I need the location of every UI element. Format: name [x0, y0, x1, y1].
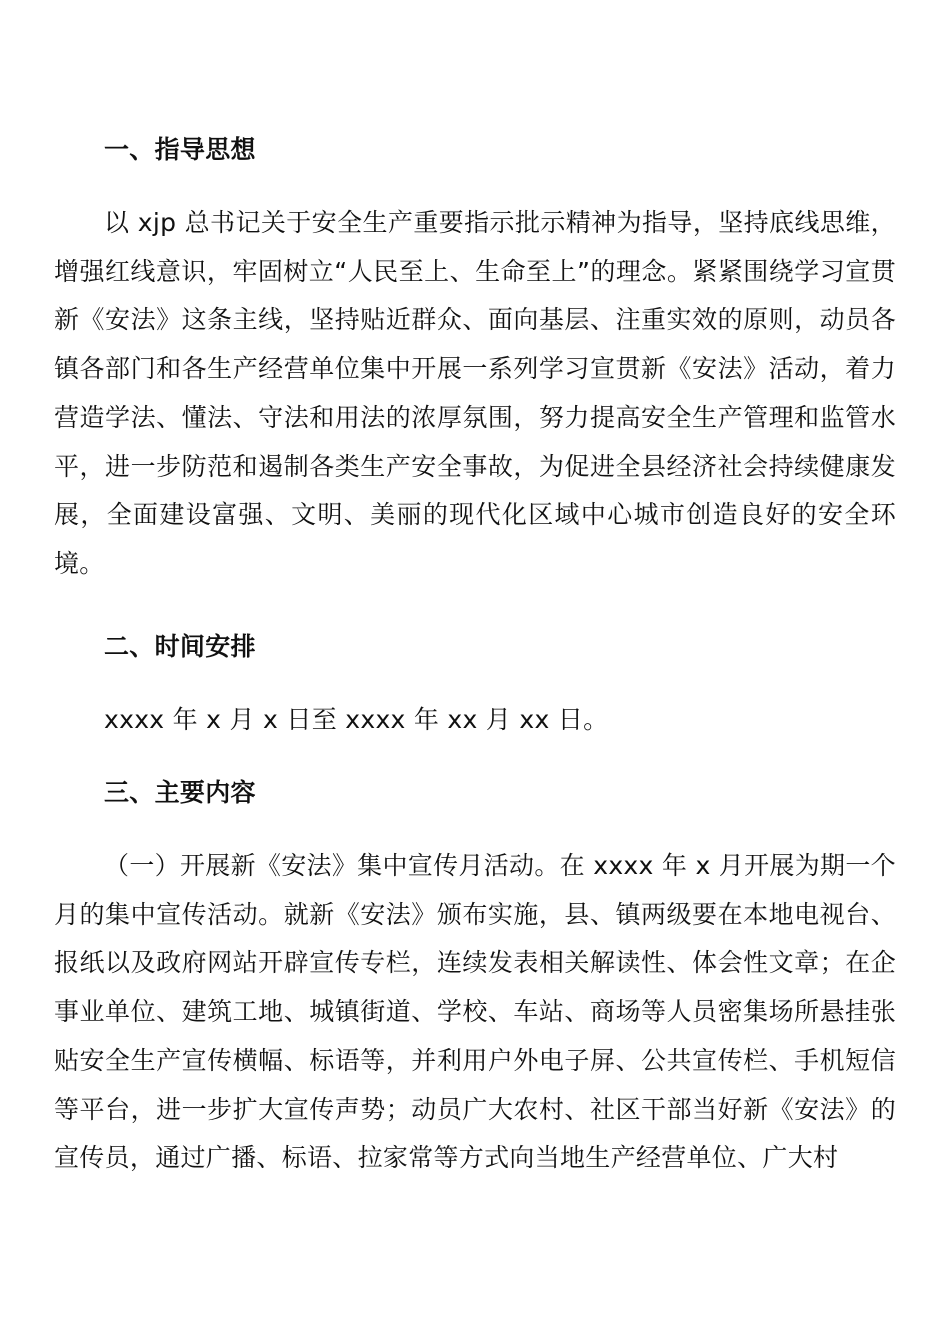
section-paragraph-schedule: xxxx 年 x 月 x 日至 xxxx 年 xx 月 xx 日。: [104, 705, 609, 734]
section-heading-guiding-ideology: 一、指导思想: [104, 135, 256, 164]
section-paragraph-guiding-ideology: 以 xjp 总书记关于安全生产重要指示批示精神为指导，坚持底线思维，增强红线意识，牢固树立“人民至上、生命至上”的理念。紧紧围绕学习宣贯新《安法》这条主线，坚持贴近群众、面向基层、注重实效的原则，动员各镇各部门和各生产经营单位集中开展一系列学习宣贯新《安法》活动，着力营造学法、懂法、守法和用法的浓厚氛围，努力提高安全生产管理和监管水平，进一步防范和遏制各类生产安全事故，为促进全县经济社会持续健康发展，全面建设富强、文明、美丽的现代化区域中心城市创造良好的安全环境。: [54, 208, 896, 578]
section-heading-schedule: 二、时间安排: [104, 632, 256, 661]
section-paragraph-main-content: （一）开展新《安法》集中宣传月活动。在 xxxx 年 x 月开展为期一个月的集中宣传活动。就新《安法》颁布实施，县、镇两级要在本地电视台、报纸以及政府网站开辟宣传专栏，连续发表相关解读性、体会性文章；在企事业单位、建筑工地、城镇街道、学校、车站、商场等人员密集场所悬挂张贴安全生产宣传横幅、标语等，并利用户外电子屏、公共宣传栏、手机短信等平台，进一步扩大宣传声势；动员广大农村、社区干部当好新《安法》的宣传员，通过广播、标语、拉家常等方式向当地生产经营单位、广大村: [54, 851, 896, 1173]
section-heading-main-content: 三、主要内容: [104, 778, 256, 807]
